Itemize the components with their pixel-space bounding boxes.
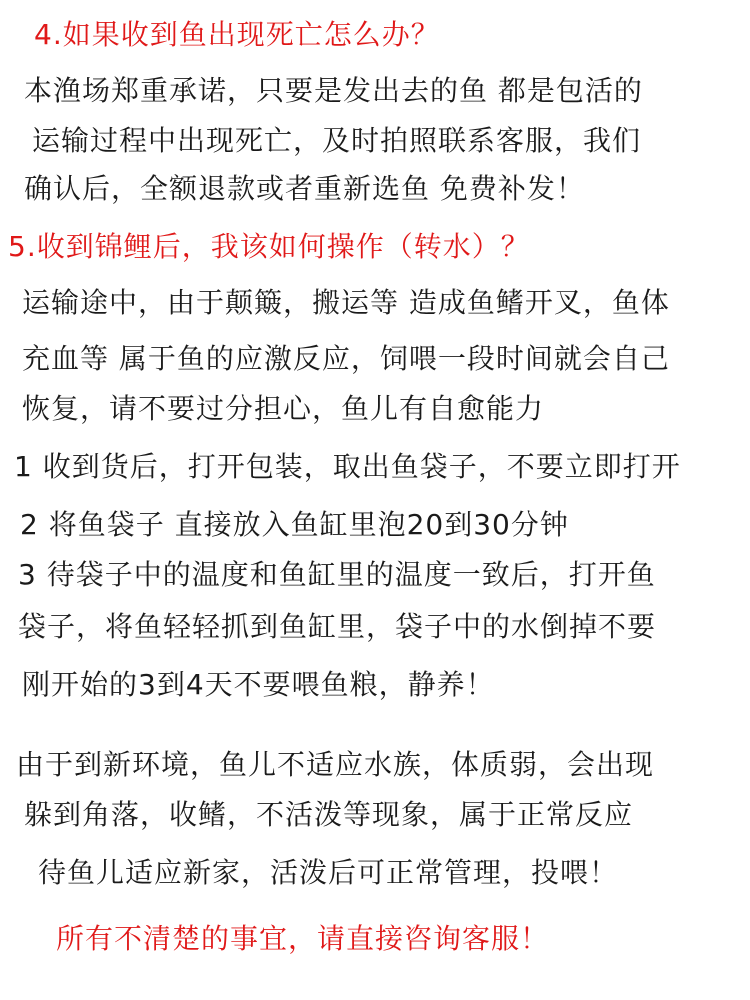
section5-heading: 5.收到锦鲤后，我该如何操作（转水）？ [8,230,530,263]
section5-line-2: 充血等 属于鱼的应激反应，饲喂一段时间就会自己 [22,342,670,375]
adaptation-line-3: 待鱼儿适应新家，活泼后可正常管理，投喂！ [38,856,619,889]
step-3-continued: 袋子，将鱼轻轻抓到鱼缸里，袋子中的水倒掉不要 [18,610,657,643]
step-1: 1 收到货后，打开包装，取出鱼袋子，不要立即打开 [14,450,681,483]
step-2: 2 将鱼袋子 直接放入鱼缸里泡20到30分钟 [20,508,569,541]
section4-line-2: 运输过程中出现死亡，及时拍照联系客服，我们 [32,124,642,157]
section5-line-1: 运输途中，由于颠簸，搬运等 造成鱼鳍开叉，鱼体 [22,286,670,319]
section4-line-3: 确认后，全额退款或者重新选鱼 免费补发！ [24,172,585,205]
section5-line-3: 恢复，请不要过分担心，鱼儿有自愈能力 [22,392,545,425]
footer-note: 所有不清楚的事宜，请直接咨询客服！ [56,922,550,955]
step-rest-note: 刚开始的3到4天不要喂鱼粮，静养！ [22,668,495,701]
adaptation-line-1: 由于到新环境，鱼儿不适应水族，体质弱，会出现 [16,748,655,781]
section4-line-1: 本渔场郑重承诺，只要是发出去的鱼 都是包活的 [24,74,643,107]
section4-heading: 4.如果收到鱼出现死亡怎么办？ [34,18,440,51]
adaptation-line-2: 躲到角落，收鳍，不活泼等现象，属于正常反应 [24,798,634,831]
step-3: 3 待袋子中的温度和鱼缸里的温度一致后，打开鱼 [18,558,656,591]
